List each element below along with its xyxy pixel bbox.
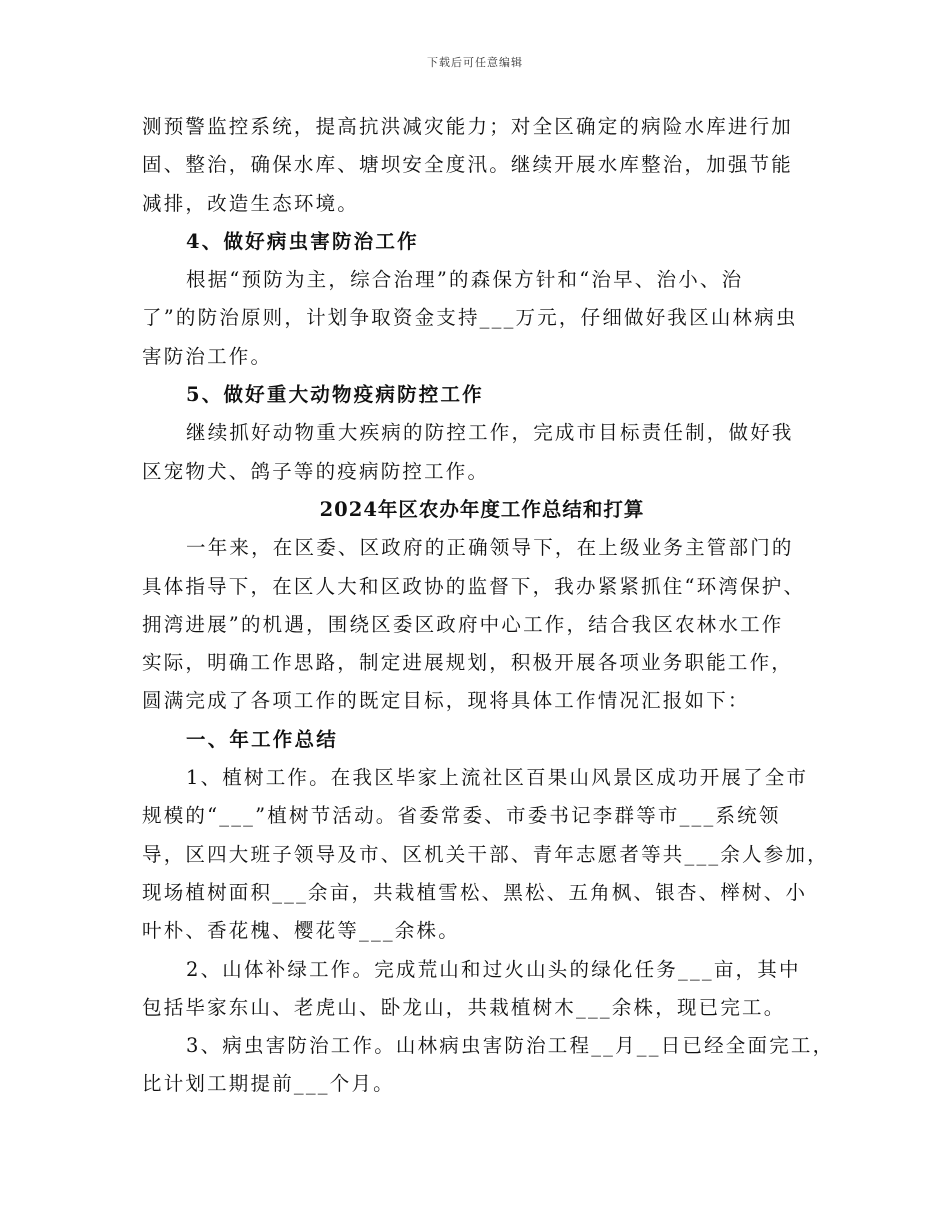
text-line: 拥湾进展”的机遇，围绕区委区政府中心工作，结合我区农林水工作	[142, 612, 784, 636]
text-line: 区宠物犬、鸽子等的疫病防控工作。	[142, 459, 490, 483]
text-line: 现场植树面积___余亩，共栽植雪松、黑松、五角枫、银杏、榉树、小	[142, 880, 808, 904]
document-body	[142, 108, 835, 1104]
section-heading: 4、做好病虫害防治工作	[186, 229, 419, 253]
text-line: 减排，改造生态环境。	[142, 191, 360, 215]
text-line: 固、整治，确保水库、塘坝安全度汛。继续开展水库整治，加强节能	[142, 153, 794, 177]
text-line: 害防治工作。	[142, 344, 273, 368]
text-line: 3、病虫害防治工作。山林病虫害防治工程__月__日已经全面完工，	[186, 1034, 835, 1058]
text-line: 具体指导下，在区人大和区政协的监督下，我办紧紧抓住“环湾保护、	[142, 574, 806, 598]
text-line: 实际，明确工作思路，制定进展规划，积极开展各项业务职能工作，	[142, 651, 794, 675]
text-line: 2、山体补绿工作。完成荒山和过火山头的绿化任务___亩，其中	[186, 957, 801, 981]
text-line: 包括毕家东山、老虎山、卧龙山，共栽植树木___余株，现已完工。	[142, 995, 786, 1019]
section-heading: 5、做好重大动物疫病防控工作	[186, 383, 484, 407]
text-line: 继续抓好动物重大疾病的防控工作，完成市目标责任制，做好我	[186, 421, 794, 445]
section-heading: 2024年区农办年度工作总结和打算	[319, 497, 645, 521]
text-line: 一年来，在区委、区政府的正确领导下，在上级业务主管部门的	[186, 536, 794, 560]
text-line: 1、植树工作。在我区毕家上流社区百果山风景区成功开展了全市	[186, 766, 809, 790]
text-line: 比计划工期提前___个月。	[142, 1072, 395, 1096]
text-line: 测预警监控系统，提高抗洪减灾能力；对全区确定的病险水库进行加	[142, 115, 794, 138]
text-line: 叶朴、香花槐、樱花等___余株。	[142, 919, 460, 943]
text-line: 了”的防治原则，计划争取资金支持___万元，仔细做好我区山林病虫	[142, 306, 798, 330]
page-header: 下载后可任意编辑	[427, 56, 523, 69]
text-line: 规模的“___”植树节活动。省委常委、市委书记李群等市___系统领	[142, 804, 781, 828]
text-line: 根据“预防为主，综合治理”的森保方针和“治早、治小、治	[186, 268, 744, 292]
text-line: 圆满完成了各项工作的既定目标，现将具体工作情况汇报如下：	[142, 689, 750, 713]
section-heading: 一、年工作总结	[186, 727, 338, 751]
text-line: 导，区四大班子领导及市、区机关干部、青年志愿者等共___余人参加，	[142, 842, 829, 866]
